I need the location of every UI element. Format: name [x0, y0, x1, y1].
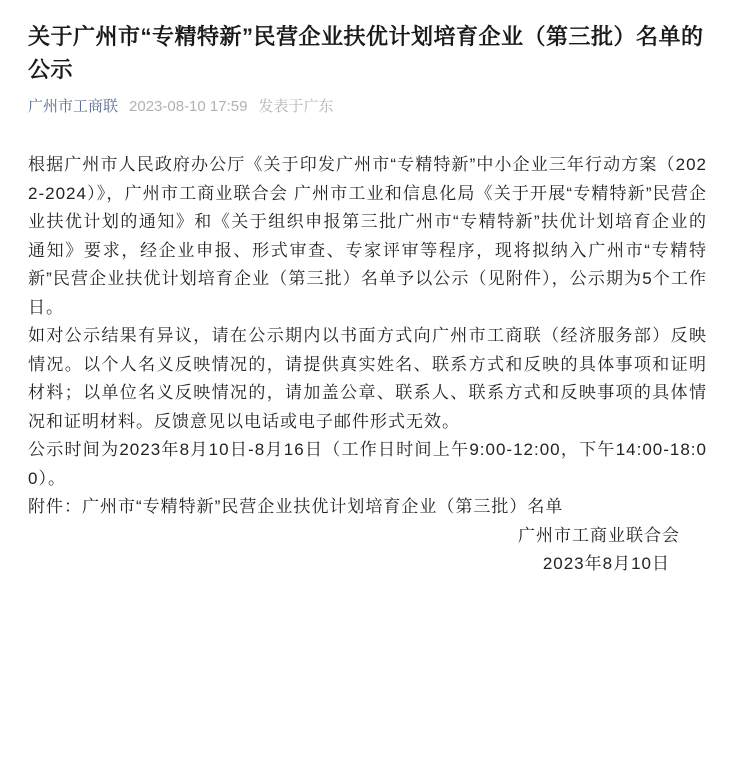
- article-meta: [28, 96, 707, 118]
- signature-organization: 广州市工商业联合会: [518, 525, 680, 545]
- signature-date: 2023年8月10日: [542, 554, 670, 573]
- paragraph-basis: 根据广州市人民政府办公厅《关于印发广州市“专精特新”中小企业三年行动方案（2022-2024）》，广州市工商业联合会 广州市工业和信息化局《关于开展“专精特新”民营企业扶优计划的通知》和《关于组织申报第三批广州市“专精特新”扶优计划培育企业的通知》要求，经企业申报、形式审查、专家评审等程序，现将拟纳入广州市“专精特新”民营企业扶优计划培育企业（第三批）名单予以公示（见附件），公示期为5个工作日。: [28, 155, 707, 317]
- signature-block: [28, 522, 680, 579]
- paragraph-attachment: 附件：广州市“专精特新”民营企业扶优计划培育企业（第三批）名单: [28, 497, 564, 516]
- publish-datetime: 2023-08-10 17:59: [129, 98, 248, 115]
- article-body: [28, 151, 707, 579]
- paragraph-publicity-period: 公示时间为2023年8月10日-8月16日（工作日时间上午9:00-12:00，下午14:00-18:00）。: [28, 440, 707, 488]
- article-title: 关于广州市“专精特新”民营企业扶优计划培育企业（第三批）名单的公示: [28, 24, 704, 82]
- paragraph-objection-instructions: 如对公示结果有异议，请在公示期内以书面方式向广州市工商联（经济服务部）反映情况。以个人名义反映情况的，请提供真实姓名、联系方式和反映的具体事项和证明材料；以单位名义反映情况的，请加盖公章、联系人、联系方式和反映事项的具体情况和证明材料。反馈意见以电话或电子邮件形式无效。: [28, 326, 707, 431]
- account-name-link[interactable]: 广州市工商联: [28, 98, 119, 115]
- publish-location: 发表于广东: [258, 98, 334, 115]
